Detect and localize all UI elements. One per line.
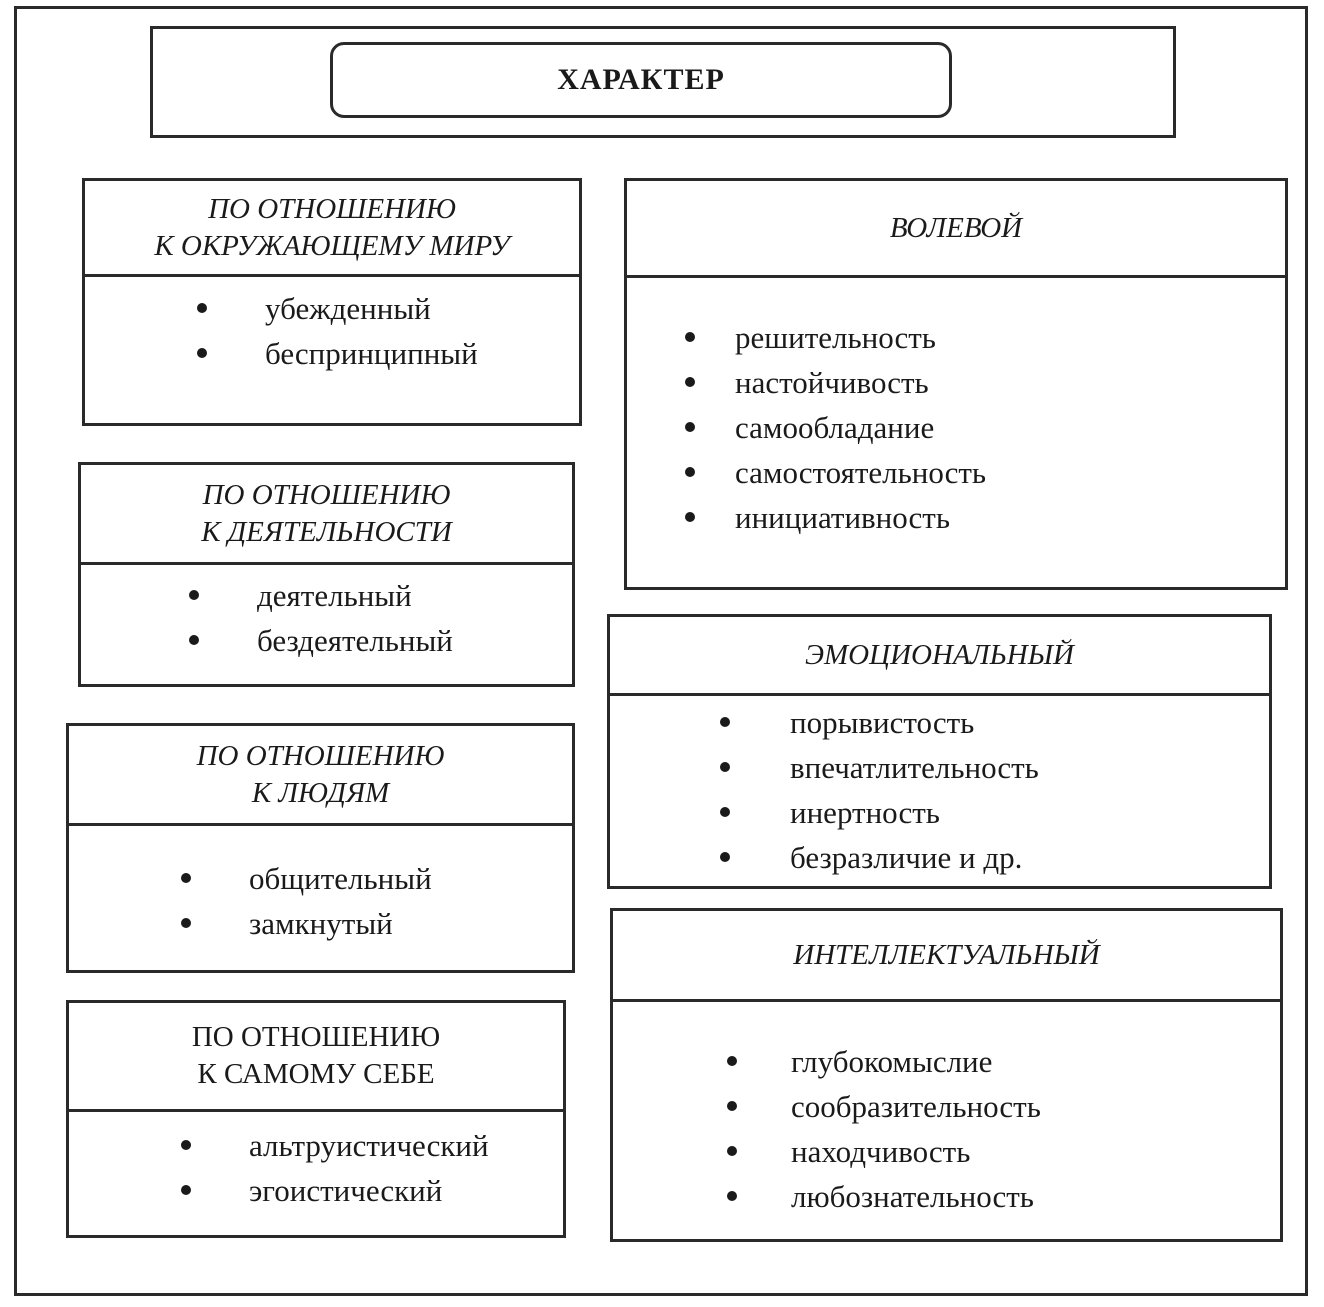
box-heading (627, 181, 1285, 278)
list-item-text: эгоистический (249, 1173, 443, 1208)
box-heading (610, 617, 1269, 696)
bullet-icon (727, 1101, 737, 1111)
list-item-text: убежденный (265, 291, 431, 326)
list-item-text: сообразительность (791, 1089, 1041, 1124)
heading-line: ВОЛЕВОЙ (889, 211, 1023, 244)
heading-line: К ЛЮДЯМ (251, 776, 390, 809)
list-item (610, 745, 1269, 790)
list-item (81, 573, 572, 618)
bullet-icon (685, 422, 695, 432)
trait-list (627, 315, 1285, 540)
box-self-attitude (66, 1000, 566, 1238)
list-item-text: альтруистический (249, 1128, 489, 1163)
list-item (613, 1084, 1280, 1129)
bullet-icon (181, 918, 191, 928)
bullet-icon (685, 467, 695, 477)
list-item-text: бездеятельный (257, 623, 453, 658)
list-item-text: безразличие и др. (790, 840, 1023, 875)
box-world-attitude (82, 178, 582, 426)
list-item (627, 450, 1285, 495)
list-item-text: деятельный (257, 578, 412, 613)
list-item (69, 856, 572, 901)
bullet-icon (727, 1056, 737, 1066)
list-item-text: впечатлительность (790, 750, 1039, 785)
bullet-icon (720, 762, 730, 772)
box-people-attitude (66, 723, 575, 973)
list-item (610, 790, 1269, 835)
list-item-text: решительность (735, 320, 936, 355)
bullet-icon (181, 1185, 191, 1195)
box-heading (613, 911, 1280, 1002)
list-item-text: общительный (249, 861, 432, 896)
list-item-text: настойчивость (735, 365, 929, 400)
heading-line: К САМОМУ СЕБЕ (197, 1058, 435, 1090)
list-item (85, 331, 579, 376)
box-heading (81, 465, 572, 565)
trait-list (613, 1039, 1280, 1219)
box-intellectual (610, 908, 1283, 1242)
list-item (627, 405, 1285, 450)
list-item (613, 1129, 1280, 1174)
list-item-text: любознательность (791, 1179, 1034, 1214)
trait-list (81, 573, 572, 663)
list-item-text: порывистость (790, 705, 975, 740)
bullet-icon (181, 873, 191, 883)
heading-line: ЭМОЦИОНАЛЬНЫЙ (805, 638, 1074, 671)
bullet-icon (685, 377, 695, 387)
box-activity-attitude (78, 462, 575, 687)
heading-line: ПО ОТНОШЕНИЮ (196, 739, 445, 772)
bullet-icon (189, 590, 199, 600)
bullet-icon (197, 303, 207, 313)
list-item-text: замкнутый (249, 906, 393, 941)
trait-list (610, 700, 1269, 880)
list-item (627, 360, 1285, 405)
bullet-icon (189, 635, 199, 645)
bullet-icon (727, 1191, 737, 1201)
trait-list (85, 286, 579, 376)
list-item-text: глубокомыслие (791, 1044, 993, 1079)
diagram-title: ХАРАКТЕР (557, 63, 725, 96)
heading-line: К ДЕЯТЕЛЬНОСТИ (201, 515, 452, 548)
list-item (610, 835, 1269, 880)
list-item-text: самообладание (735, 410, 935, 445)
list-item (613, 1039, 1280, 1084)
list-item (81, 618, 572, 663)
list-item (69, 901, 572, 946)
list-item (613, 1174, 1280, 1219)
box-heading (69, 726, 572, 826)
list-item (85, 286, 579, 331)
bullet-icon (685, 332, 695, 342)
list-item (69, 1168, 563, 1213)
list-item-text: самостоятельность (735, 455, 987, 490)
bullet-icon (197, 348, 207, 358)
heading-line: ИНТЕЛЛЕКТУАЛЬНЫЙ (793, 938, 1100, 971)
bullet-icon (720, 717, 730, 727)
bullet-icon (685, 512, 695, 522)
heading-line: ПО ОТНОШЕНИЮ (202, 478, 451, 511)
list-item-text: беспринципный (265, 336, 478, 371)
list-item-text: находчивость (791, 1134, 971, 1169)
bullet-icon (720, 852, 730, 862)
title-box (330, 42, 952, 118)
box-emotional (607, 614, 1272, 889)
bullet-icon (181, 1140, 191, 1150)
box-volitional (624, 178, 1288, 590)
heading-line: ПО ОТНОШЕНИЮ (191, 1021, 441, 1053)
box-heading (69, 1003, 563, 1112)
bullet-icon (727, 1146, 737, 1156)
list-item-text: инертность (790, 795, 940, 830)
bullet-icon (720, 807, 730, 817)
list-item (627, 495, 1285, 540)
trait-list (69, 856, 572, 946)
list-item (610, 700, 1269, 745)
trait-list (69, 1123, 563, 1213)
heading-line: К ОКРУЖАЮЩЕМУ МИРУ (154, 229, 510, 262)
list-item (69, 1123, 563, 1168)
list-item (627, 315, 1285, 360)
heading-line: ПО ОТНОШЕНИЮ (208, 192, 456, 225)
box-heading (85, 181, 579, 277)
list-item-text: инициативность (735, 500, 950, 535)
